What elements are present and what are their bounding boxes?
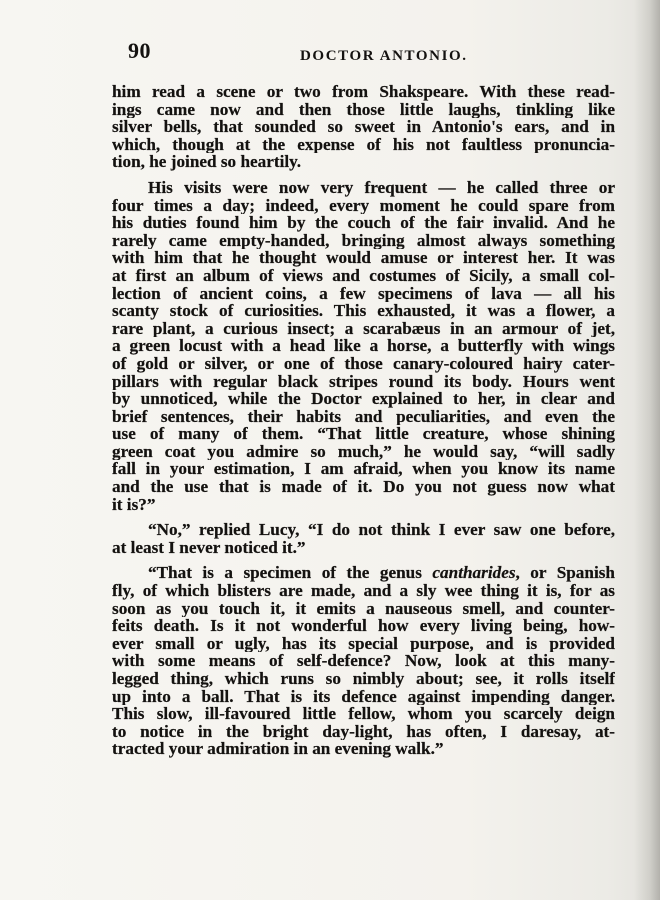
paragraph-1 xyxy=(112,83,615,171)
text-line: his duties found him by the couch of the fair invalid. And he xyxy=(112,214,615,232)
text-line: ever small or ugly, has its special purpose, and is provided xyxy=(112,634,615,653)
text-line: with some means of self-defence? Now, look at this many- xyxy=(112,652,615,670)
text-line: soon as you touch it, it emits a nauseous smell, and counter- xyxy=(112,599,615,618)
text-line: it is?” xyxy=(112,495,156,514)
text-line: and the use that is made of it. Do you not guess now what xyxy=(112,478,615,496)
text-line: pillars with regular black stripes round its body. Hours went xyxy=(112,372,615,391)
page-edge-shadow xyxy=(634,0,660,900)
text-line: feits death. Is it not wonderful how every living being, how- xyxy=(112,617,615,635)
text-line: tracted your admiration in an evening walk.” xyxy=(112,740,444,758)
page-header xyxy=(128,38,620,68)
body-text xyxy=(112,83,615,758)
text-line: brief sentences, their habits and peculiarities, and even the xyxy=(112,407,615,426)
text-line: a green locust with a head like a horse, a butterfly with wings xyxy=(112,337,615,355)
text-line: up into a ball. That is its defence against impending danger. xyxy=(112,687,615,706)
text-line: scanty stock of curiosities. This exhausted, it was a flower, a xyxy=(112,302,615,320)
text-line: at first an album of views and costumes of Sicily, a small col- xyxy=(112,266,615,285)
text-line: fall in your estimation, I am afraid, when you know its name xyxy=(112,460,615,479)
text-line: fly, of which blisters are made, and a sly wee thing it is, for as xyxy=(112,582,615,600)
text-line: lection of ancient coins, a few specimens of lava — all his xyxy=(112,284,615,303)
text-line: to notice in the bright day-light, has often, I daresay, at- xyxy=(112,722,615,741)
paragraph-4 xyxy=(112,564,615,758)
text-line: four times a day; indeed, every moment he could spare from xyxy=(112,196,615,215)
text-line: him read a scene or two from Shakspeare. With these read- xyxy=(112,83,615,101)
paragraph-3 xyxy=(112,521,615,556)
text-line: with him that he thought would amuse or interest her. It was xyxy=(112,249,615,267)
text-line: of gold or silver, or one of those canary-coloured hairy cater- xyxy=(112,354,615,373)
text-line: green coat you admire so much,” he would say, “will sadly xyxy=(112,442,615,461)
text-line: use of many of them. “That little creature, whose shining xyxy=(112,425,615,443)
text-line: which, though at the expense of his not faultless pronuncia- xyxy=(112,135,615,154)
paragraph-2 xyxy=(112,179,615,513)
text-line: at least I never noticed it.” xyxy=(112,538,306,557)
text-line: by unnoticed, while the Doctor explained to her, in clear and xyxy=(112,390,615,408)
text-line: rare plant, a curious insect; a scarabæus in an armour of jet, xyxy=(112,319,615,338)
text-line: rarely came empty-handed, bringing almost always something xyxy=(112,231,615,250)
italic-term: cantharides xyxy=(432,564,516,583)
text-line: “No,” replied Lucy, “I do not think I ever saw one before, xyxy=(148,521,615,539)
page-number: 90 xyxy=(128,38,151,63)
text-line: His visits were now very frequent — he called three or xyxy=(148,178,615,197)
text-line: tion, he joined so heartily. xyxy=(112,153,302,171)
text-line: This slow, ill-favoured little fellow, whom you scarcely deign xyxy=(112,705,615,723)
text-line: legged thing, which runs so nimbly about; see, it rolls itself xyxy=(112,670,615,688)
running-head: DOCTOR ANTONIO. xyxy=(300,48,468,64)
text-line: ings came now and then those little laughs, tinkling like xyxy=(112,100,615,119)
text-line: “That is a specimen of the genus cantharides, or Spanish xyxy=(148,564,615,583)
text-line: silver bells, that sounded so sweet in Antonio's ears, and in xyxy=(112,118,615,136)
